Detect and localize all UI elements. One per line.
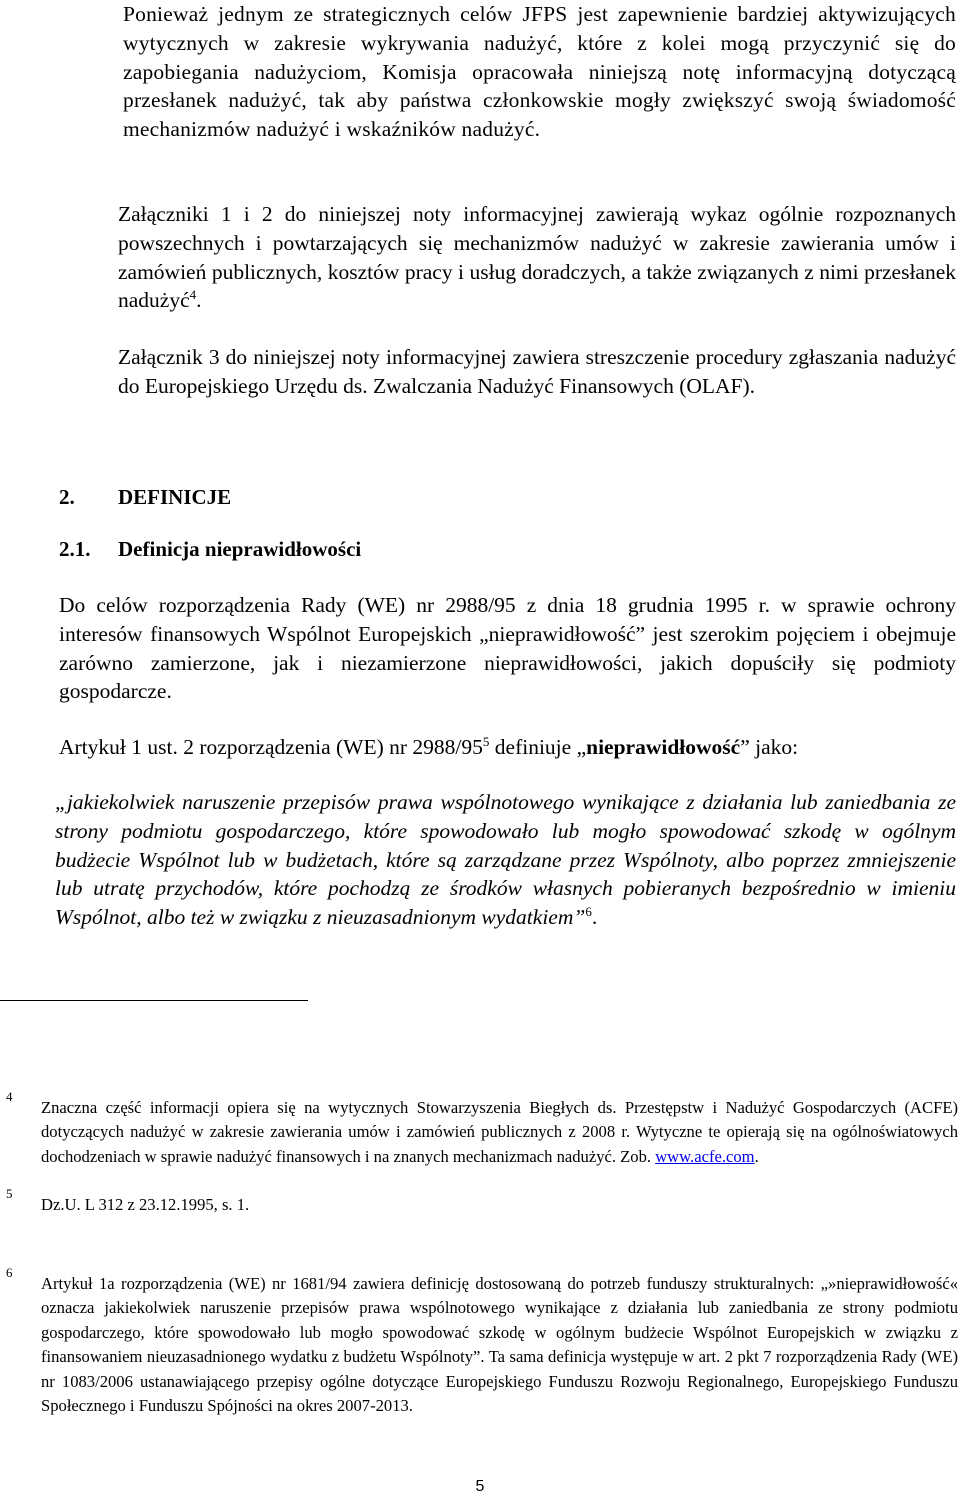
definition-paragraph: Do celów rozporządzenia Rady (WE) nr 2988/95 z dnia 18 grudnia 1995 r. w sprawie ochrony interesów finansowych Wspólnot Europejskich „nieprawidłowość” jest szerokim pojęciem i obejmuje zarówno zamierzone, jak i niezamierzone nieprawidłowości, jakich dopuściły się podmioty gospodarcze. [59, 593, 956, 704]
footnote-number: 6 [6, 1265, 13, 1280]
article-text: Artykuł 1 ust. 2 rozporządzenia (WE) nr 2988/95 [59, 735, 483, 759]
footnote-4-end: . [754, 1146, 759, 1166]
quote-end: . [591, 905, 598, 930]
annexes-paragraph [118, 200, 956, 315]
footnote-4 [41, 1096, 958, 1169]
footnote-number: 4 [6, 1089, 13, 1104]
footnote-5: Dz.U. L 312 z 23.12.1995, s. 1. [41, 1195, 250, 1214]
defined-term: nieprawidłowość [586, 735, 741, 759]
footnote-ref-6[interactable]: 6 [585, 904, 592, 920]
annexes-end: . [196, 288, 202, 313]
section-number: 2. [59, 485, 75, 509]
section-heading [59, 485, 231, 510]
article-paragraph [59, 733, 956, 762]
subsection-title: Definicja nieprawidłowości [118, 537, 362, 561]
article-defines: definiuje „ [489, 735, 587, 759]
section-title: DEFINICJE [118, 485, 232, 509]
subsection-number: 2.1. [59, 537, 91, 561]
annexes-text: Załączniki 1 i 2 do niniejszej noty informacyjnej zawierają wykaz ogólnie rozpoznanych powszechnych i powtarzających się mechanizmów nadużyć w zakresie zawierania umów i zamówień publicznych, kosztów pracy i usług doradczych, a także związanych z nimi przesłanek nadużyć [118, 202, 956, 313]
annex3-paragraph: Załącznik 3 do niniejszej noty informacyjnej zawiera streszczenie procedury zgłaszania nadużyć do Europejskiego Urzędu ds. Zwalczania Nadużyć Finansowych (OLAF). [118, 345, 956, 398]
footnote-separator [0, 1000, 308, 1001]
definition-quote [55, 788, 956, 932]
page-number: 5 [475, 1478, 485, 1495]
footnote-ref-4[interactable]: 4 [189, 287, 197, 303]
article-as: ” jako: [740, 735, 799, 759]
footnote-ref-5[interactable]: 5 [482, 733, 490, 749]
quote-text: „jakiekolwiek naruszenie przepisów prawa wspólnotowego wynikające z działania lub zaniedbania ze strony podmiotu gospodarczego, które spowodowało lub mogło spowodować szkodę w ogólnym budżecie Wspólnot lub w budżetach, które są zarządzane przez Wspólnoty, albo poprzez zmniejszenie lub utratę przychodów, które pochodzą ze środków własnych pobieranych bezpośrednio w imieniu Wspólnot, albo też w związku z nieuzasadnionym wydatkiem” [55, 790, 956, 930]
acfe-link[interactable]: www.acfe.com [655, 1146, 755, 1166]
footnote-number: 5 [6, 1186, 13, 1201]
intro-paragraph: Ponieważ jednym ze strategicznych celów JFPS jest zapewnienie bardziej aktywizujących wytycznych w zakresie wykrywania nadużyć, które z kolei mogą przyczynić się do zapobiegania nadużyciom, Komisja opracowała niniejszą notę informacyjną dotyczącą przesłanek nadużyć, tak aby państwa członkowskie mogły zwiększyć swoją świadomość mechanizmów nadużyć i wskaźników nadużyć. [123, 2, 956, 142]
footnote-4-text: Znaczna część informacji opiera się na wytycznych Stowarzyszenia Biegłych ds. Przestępstw i Nadużyć Gospodarczych (ACFE) dotyczących nadużyć w zakresie zawierania umów i zamówień publicznych z 2008 r. Wytyczne te opierają się na ogólnoświatowych dochodzeniach w sprawie nadużyć finansowych i na znanych mechanizmach nadużyć. Zob. [41, 1098, 958, 1166]
subsection-heading [59, 537, 361, 562]
footnote-6: Artykuł 1a rozporządzenia (WE) nr 1681/94 zawiera definicję dostosowaną do potrzeb funduszy strukturalnych: „»nieprawidłowość« oznacza jakiekolwiek naruszenie przepisów prawa wspólnotowego wynikające z działania lub zaniedbania ze strony podmiotu gospodarczego, które spowodowało lub mogło spowodować szkodę w ogólnym budżecie Wspólnot Europejskich w związku z finansowaniem nieuzasadnionego wydatku z budżetu Wspólnoty”. Ta sama definicja występuje w art. 2 pkt 7 rozporządzenia Rady (WE) nr 1083/2006 ustanawiającego przepisy ogólne dotyczące Europejskiego Funduszu Rozwoju Regionalnego, Europejskiego Funduszu Społecznego i Funduszu Spójności na okres 2007-2013. [41, 1274, 958, 1416]
